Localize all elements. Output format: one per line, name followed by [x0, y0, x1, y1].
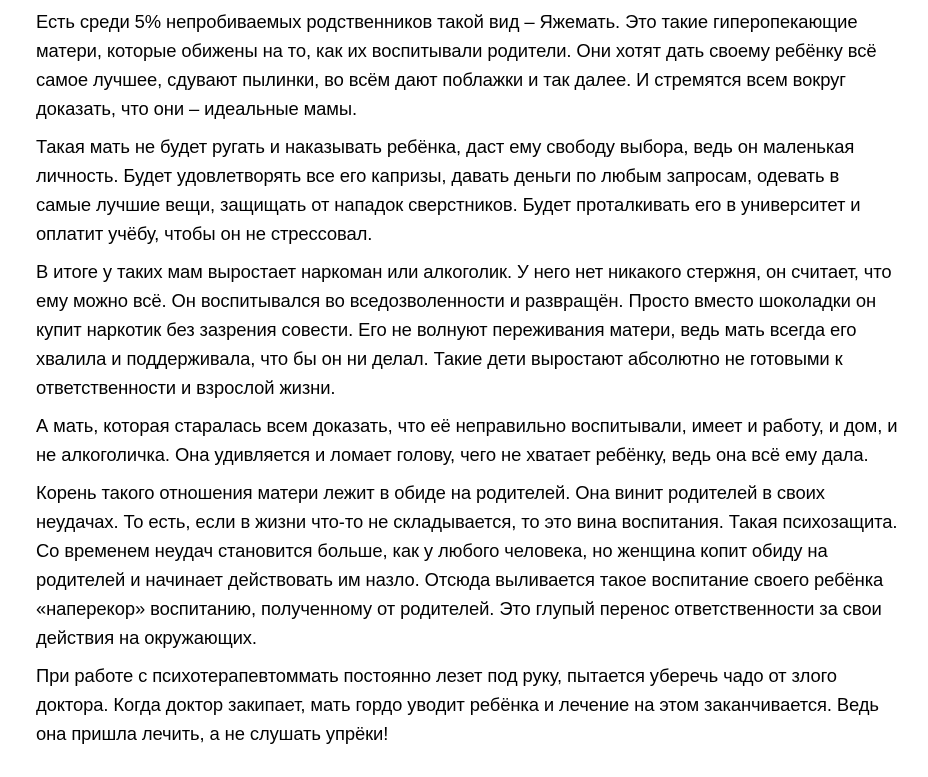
paragraph: Есть среди 5% непробиваемых родственников такой вид – Яжемать. Это такие гиперопекающие матери, которые обижены на то, как их воспитывали родители. Они хотят дать своему ребёнку всё самое лучшее, сдувают пылинки, во всём дают поблажки и так далее. И стремятся всем вокруг доказать, что они – идеальные мамы. — [36, 11, 877, 119]
article-body — [36, 7, 900, 748]
paragraph: В итоге у таких мам выростает наркоман или алкоголик. У него нет никакого стержня, он считает, что ему можно всё. Он воспитывался во вседозволенности и развращён. Просто вместо шоколадки он купит наркотик без зазрения совести. Его не волнуют переживания матери, ведь мать всегда его хвалила и поддерживала, что бы он ни делал. Такие дети выростают абсолютно не готовыми к ответственности и взрослой жизни. — [36, 261, 892, 398]
paragraph: Корень такого отношения матери лежит в обиде на родителей. Она винит родителей в своих неудачах. То есть, если в жизни что-то не складывается, то это вина воспитания. Такая психозащита. Со временем неудач становится больше, как у любого человека, но женщина копит обиду на родителей и начинает действовать им назло. Отсюда выливается такое воспитание своего ребёнка «наперекор» воспитанию, полученному от родителей. Это глупый перенос ответственности за свои действия на окружающих. — [36, 482, 898, 648]
paragraph: При работе с психотерапевтоммать постоянно лезет под руку, пытается уберечь чадо от злого доктора. Когда доктор закипает, мать гордо уводит ребёнка и лечение на этом заканчивается. Ведь она пришла лечить, а не слушать упрёки! — [36, 665, 879, 744]
paragraph: А мать, которая старалась всем доказать, что её неправильно воспитывали, имеет и работу, и дом, и не алкоголичка. Она удивляется и ломает голову, чего не хватает ребёнку, ведь она всё ему дала. — [36, 415, 898, 465]
paragraph: Такая мать не будет ругать и наказывать ребёнка, даст ему свободу выбора, ведь он маленькая личность. Будет удовлетворять все его капризы, давать деньги по любым запросам, одевать в самые лучшие вещи, защищать от нападок сверстников. Будет проталкивать его в университет и оплатит учёбу, чтобы он не стрессовал. — [36, 136, 861, 244]
